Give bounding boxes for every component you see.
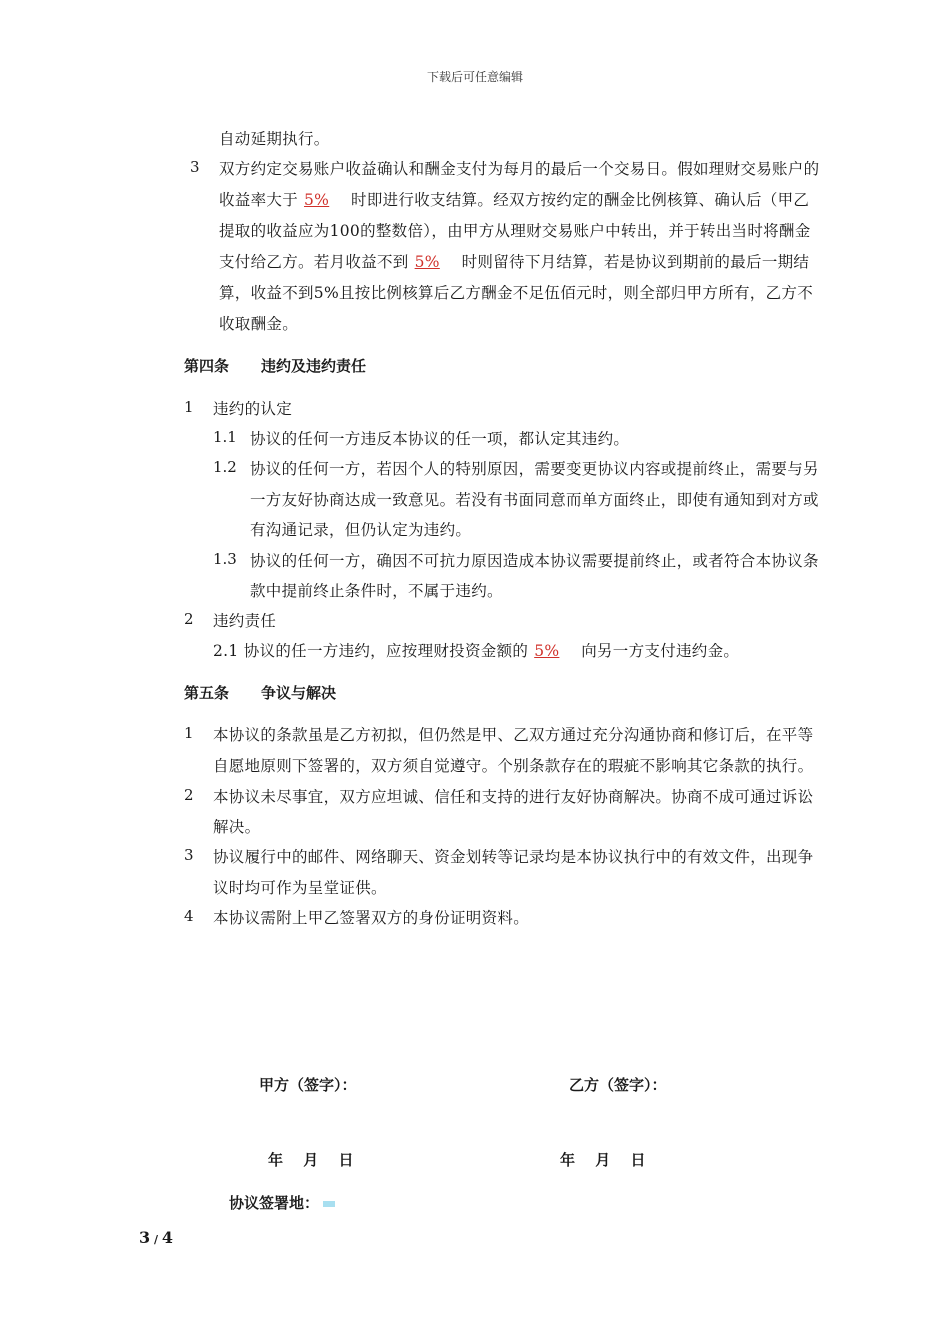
text-segment: 向另一方支付违约金。 xyxy=(581,642,740,660)
text-segment: 支付给乙方。若月收益不到 xyxy=(219,253,409,271)
page-number xyxy=(139,1228,173,1247)
subsection-number: 1.2 xyxy=(213,458,237,476)
paragraph-line: 自愿地原则下签署的，双方须自觉遵守。个别条款存在的瑕疵不影响其它条款的执行。 xyxy=(213,757,814,775)
paragraph-line xyxy=(213,639,739,661)
paragraph-line: 本协议的条款虽是乙方初拟，但仍然是甲、乙双方通过充分沟通协商和修订后，在平等 xyxy=(213,726,814,744)
paragraph-line: 一方友好协商达成一致意见。若没有书面同意而单方面终止，即使有通知到对方或 xyxy=(250,491,819,509)
text-segment: 时即进行收支结算。经双方按约定的酬金比例核算、确认后（甲乙 xyxy=(351,191,810,209)
signing-place xyxy=(229,1192,335,1213)
section-title: 违约的认定 xyxy=(213,400,293,418)
item-number: 1 xyxy=(184,724,194,742)
paragraph-line xyxy=(219,188,809,210)
page-header: 下载后可任意编辑 xyxy=(426,70,523,84)
paragraph-line: 协议的任何一方，若因个人的特别原因，需要变更协议内容或提前终止，需要与另 xyxy=(250,460,819,478)
fill-blank-value: 5% xyxy=(414,253,440,271)
text-segment: 时则留待下月结算，若是协议到期前的最后一期结 xyxy=(461,253,810,271)
signing-place-placeholder xyxy=(323,1201,335,1207)
fill-blank-value: 5% xyxy=(304,191,330,209)
article-heading-number: 第五条 xyxy=(184,684,230,702)
article-heading-number: 第四条 xyxy=(184,357,230,375)
party-b-date: 年 月 日 xyxy=(560,1151,646,1169)
page-separator: / xyxy=(150,1233,162,1246)
party-b-signature-label: 乙方（签字）： xyxy=(569,1076,667,1094)
party-a-signature-label: 甲方（签字）： xyxy=(259,1076,357,1094)
continuation-line: 自动延期执行。 xyxy=(219,130,330,148)
paragraph-line: 提取的收益应为100的整数倍），由甲方从理财交易账户中转出，并于转出当时将酬金 xyxy=(219,222,811,240)
subsection-number: 1.3 xyxy=(213,550,237,568)
paragraph-line: 协议的任何一方违反本协议的任一项，都认定其违约。 xyxy=(250,430,630,448)
section-title: 违约责任 xyxy=(213,612,277,630)
paragraph-line: 本协议需附上甲乙签署双方的身份证明资料。 xyxy=(213,909,530,927)
page-current: 3 xyxy=(139,1228,151,1247)
section-number: 1 xyxy=(184,398,194,416)
paragraph-line: 解决。 xyxy=(213,818,261,836)
paragraph-line: 协议履行中的邮件、网络聊天、资金划转等记录均是本协议执行中的有效文件，出现争 xyxy=(213,848,814,866)
item-number: 3 xyxy=(190,158,200,176)
item-number: 4 xyxy=(184,907,194,925)
paragraph-line: 双方约定交易账户收益确认和酬金支付为每月的最后一个交易日。假如理财交易账户的 xyxy=(219,160,820,178)
page-total: 4 xyxy=(161,1228,173,1247)
paragraph-line xyxy=(219,250,809,272)
article-heading-title: 违约及违约责任 xyxy=(261,357,367,375)
party-a-date: 年 月 日 xyxy=(268,1151,354,1169)
section-number: 2 xyxy=(184,610,194,628)
article-heading-title: 争议与解决 xyxy=(261,684,337,702)
subsection-number: 1.1 xyxy=(213,428,237,446)
text-segment: 收益率大于 xyxy=(219,191,299,209)
text-segment: 2.1 协议的任一方违约，应按理财投资金额的 xyxy=(213,642,529,660)
paragraph-line: 有沟通记录，但仍认定为违约。 xyxy=(250,521,472,539)
paragraph-line: 本协议未尽事宜，双方应坦诚、信任和支持的进行友好协商解决。协商不成可通过诉讼 xyxy=(213,788,814,806)
paragraph-line: 协议的任何一方，确因不可抗力原因造成本协议需要提前终止，或者符合本协议条 xyxy=(250,552,819,570)
signing-place-label: 协议签署地： xyxy=(229,1194,320,1212)
item-number: 2 xyxy=(184,786,194,804)
paragraph-line: 收取酬金。 xyxy=(219,315,299,333)
item-number: 3 xyxy=(184,846,194,864)
fill-blank-value: 5% xyxy=(534,642,560,660)
paragraph-line: 算，收益不到5%且按比例核算后乙方酬金不足伍佰元时，则全部归甲方所有，乙方不 xyxy=(219,284,813,302)
paragraph-line: 议时均可作为呈堂证供。 xyxy=(213,879,387,897)
paragraph-line: 款中提前终止条件时，不属于违约。 xyxy=(250,582,503,600)
